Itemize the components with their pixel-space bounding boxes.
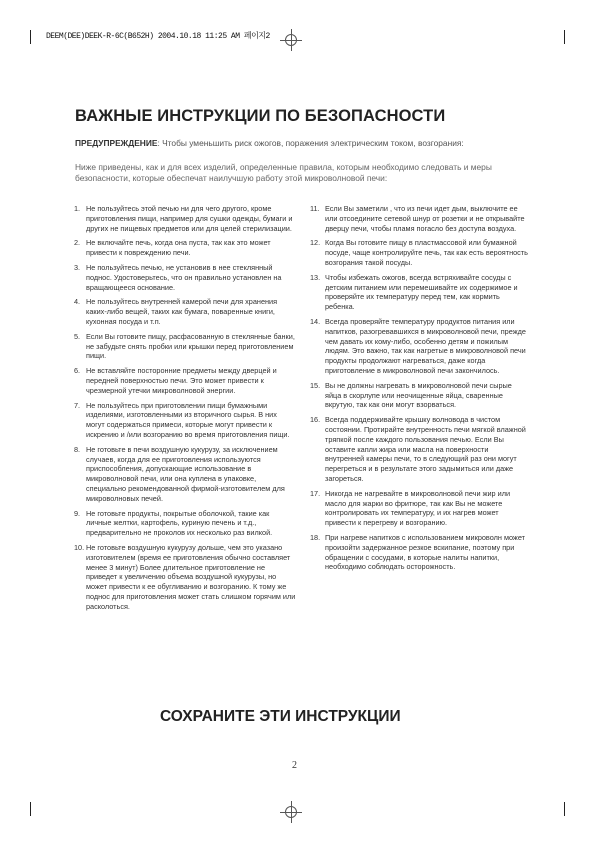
instruction-number: 1. <box>74 204 81 213</box>
instruction-item <box>74 297 296 326</box>
crop-mark-top-left <box>30 30 31 44</box>
instruction-item <box>74 445 296 504</box>
warning-line <box>75 138 535 148</box>
crop-mark-top-right <box>564 30 565 44</box>
instruction-text: При нагреве напитков с использованием микроволн может произойти задержанное резкое вскипание, поэтому при обращении с сосудами, в которые налиты напитки, необходимо соблюдать осторожность. <box>325 532 525 572</box>
instruction-item <box>310 273 528 312</box>
instruction-text: Никогда не нагревайте в микроволновой печи жир или масло для жарки во фритюре, так как Вы не можете контролировать их температуру, и их нагрев может привести к перегреву и возгоранию. <box>325 488 511 528</box>
instruction-number: 6. <box>74 366 81 376</box>
instruction-item <box>74 401 296 440</box>
print-slug: DEEM(DEE)DEEK-R-6C(B652H) 2004.10.18 11:25 AM 페이지2 <box>46 32 270 41</box>
instruction-text: Не готовьте воздушную кукурузу дольше, чем это указано изготовителем (время ее приготовления обычно составляет менее 3 минут) Более длительное приготовление не приведет к увеличению объема воздушной кукурузы, но может привести к ее обугливанию и возгоранию. К тому же поднос для приготовления может стать слишком горячим или расколоться. <box>86 542 296 611</box>
instruction-item <box>74 238 296 258</box>
instructions-left-column <box>74 204 296 616</box>
instruction-item <box>310 381 528 410</box>
instruction-text: Если Вы заметили , что из печи идет дым, выключите ее или отсоедините сетевой шнур от розетки и не открывайте дверцу печи, чтобы пламя погасло без доступа воздуха. <box>325 204 525 233</box>
registration-mark-bottom <box>285 806 297 818</box>
registration-mark-top <box>285 34 297 46</box>
instruction-number: 18. <box>310 532 321 542</box>
instruction-text: Не пользуйтесь печью, не установив в нее стеклянный поднос. Удостоверьтесь, что он правильно установлен на вращающееся основание. <box>86 262 282 292</box>
instruction-number: 11. <box>310 204 320 213</box>
crop-mark-bottom-left <box>30 802 31 816</box>
instruction-item <box>74 509 296 538</box>
instruction-number: 17. <box>310 488 321 498</box>
page-title: ВАЖНЫЕ ИНСТРУКЦИИ ПО БЕЗОПАСНОСТИ <box>75 107 446 125</box>
instruction-item <box>310 317 528 376</box>
page-number: 2 <box>292 760 297 771</box>
instruction-item <box>74 204 296 233</box>
instruction-number: 10. <box>74 542 85 552</box>
instruction-number: 2. <box>74 238 81 248</box>
instruction-text: Всегда поддерживайте крышку волновода в чистом состоянии. Протирайте внутренность печи мягкой влажной тряпкой после каждого пользования печью. Если Вы оставите капли жира или масла на поверхности внутренней камеры печи, то в следующий раз они могут перегреться и в результате этого задымиться или даже загореться. <box>325 415 526 483</box>
crop-mark-bottom-right <box>564 802 565 816</box>
warning-text: : Чтобы уменьшить риск ожогов, поражения электрическим током, возгорания: <box>157 138 464 148</box>
instruction-number: 12. <box>310 238 321 248</box>
instruction-text: Чтобы избежать ожогов, всегда встряхивайте сосуды с детским питанием или перемешивайте их содержимое и проверяйте их температуру перед тем, как кормить ребенка. <box>325 272 518 312</box>
instruction-item <box>310 238 528 267</box>
instruction-text: Не пользуйтесь при приготовлении пищи бумажными изделиями, изготовленными из вторичного сырья. В них могут содержаться примеси, которые могут привести к искрению и /или возгоранию во время приготовления пищи. <box>86 400 290 439</box>
instruction-number: 14. <box>310 316 321 326</box>
intro-paragraph: Ниже приведены, как и для всех изделий, определенные правила, которым необходимо следовать и меры безопасности, которые обеспечат наилучшую работу этой микроволновой печи: <box>75 162 492 183</box>
instruction-item <box>310 489 528 528</box>
instruction-text: Не включайте печь, когда она пуста, так как это может привести к повреждению печи. <box>86 238 271 258</box>
instruction-item <box>74 543 296 612</box>
instruction-number: 4. <box>74 297 81 307</box>
instruction-text: Не вставляйте посторонние предметы между дверцей и передней поверхностью печи. Это может привести к чрезмерной утечки микроволновой энергии. <box>86 366 277 395</box>
instruction-text: Вы не должны нагревать в микроволновой печи сырые яйца в скорлупе или неочищенные яйца, сваренные вкрутую, так как они могут взорваться. <box>325 380 512 410</box>
instruction-number: 5. <box>74 331 81 341</box>
save-instructions-heading: СОХРАНИТЕ ЭТИ ИНСТРУКЦИИ <box>160 708 401 725</box>
instruction-number: 16. <box>310 415 321 425</box>
instruction-item <box>310 204 528 233</box>
instruction-text: Не пользуйтесь внутренней камерой печи для хранения каких-либо вещей, таких как бумага, поваренные книги, кухонная посуда и т.п. <box>86 297 278 326</box>
instruction-number: 15. <box>310 380 321 390</box>
instruction-text: Не готовьте в печи воздушную кукурузу, за исключением случаев, когда для ее приготовления используются приспособления, допускающие использование в микроволновой печи, или она куплена в упаковке, специально рекомендованной фирмой-изготовителем для микроволновых печей. <box>86 444 285 503</box>
instruction-number: 8. <box>74 444 81 454</box>
instruction-number: 3. <box>74 262 81 272</box>
instruction-item <box>310 533 528 572</box>
instruction-number: 7. <box>74 400 81 410</box>
instruction-item <box>74 332 296 361</box>
instruction-number: 13. <box>310 272 321 282</box>
instruction-text: Не пользуйтесь этой печью ни для чего другого, кроме приготовления пищи, например для сушки одежды, бумаги и других не пищевых предметов или для целей стерилизации. <box>86 204 293 233</box>
instruction-item <box>74 366 296 395</box>
instruction-item <box>74 263 296 292</box>
instruction-item <box>310 415 528 484</box>
instruction-text: Не готовьте продукты, покрытые оболочкой, такие как личные желтки, картофель, куриную печень и т.д., предварительно не проколов их несколько раз вилкой. <box>86 508 273 538</box>
instructions-right-column <box>310 204 528 577</box>
instruction-text: Если Вы готовите пищу, расфасованную в стеклянные банки, не забудьте снять пробки или крышки перед приготовлением пищи. <box>86 331 295 361</box>
warning-label: ПРЕДУПРЕЖДЕНИЕ <box>75 138 158 148</box>
instruction-number: 9. <box>74 508 81 518</box>
instruction-text: Всегда проверяйте температуру продуктов питания или напитков, разогревавшихся в микроволновой печи, прежде чем давать их кому-либо, особенно детям и пожилым людям. Это важно, так как нагретые в микроволновой печи продукты продолжают нагреваться, даже когда приготовление в микроволновой печи закончилось. <box>325 316 526 375</box>
instruction-text: Когда Вы готовите пищу в пластмассовой или бумажной посуде, чаще контролируйте печь, так как есть вероятность возгорания такой посуды. <box>325 238 528 267</box>
